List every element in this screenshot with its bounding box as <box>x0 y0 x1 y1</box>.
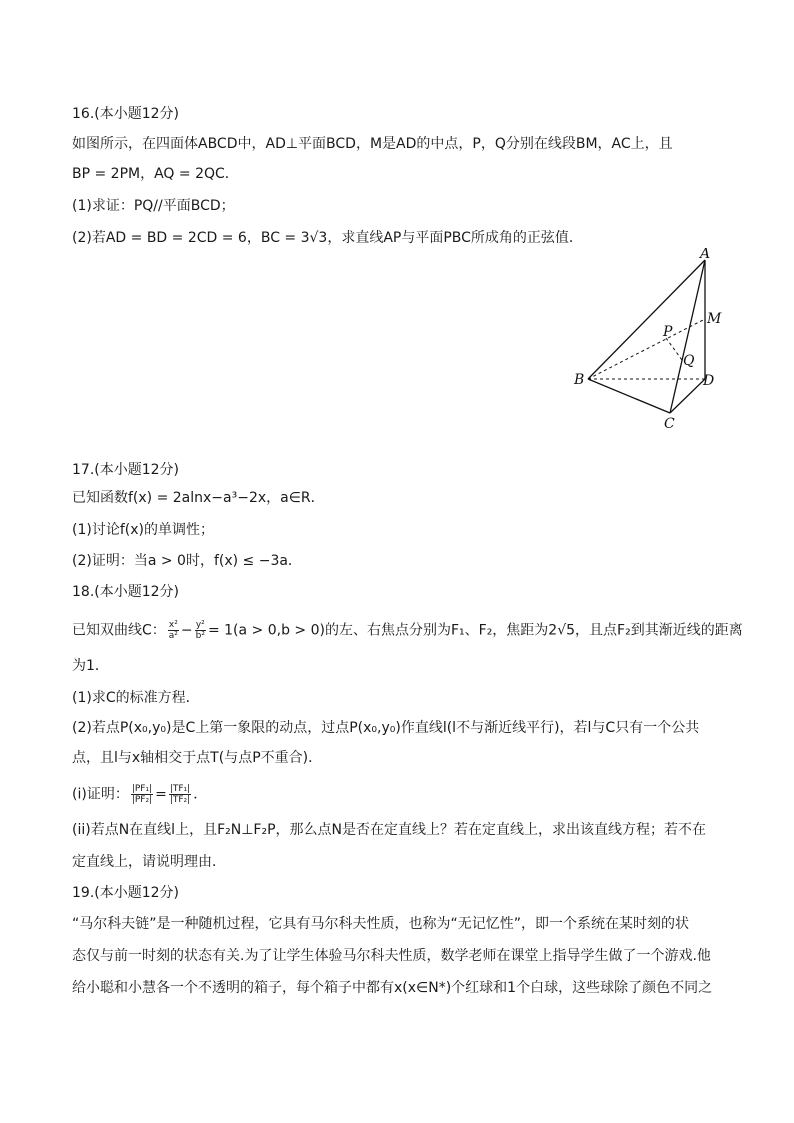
frac-numerator: y² <box>195 620 205 630</box>
problem-16-part1: (1)求证：PQ//平面BCD； <box>72 198 235 214</box>
problem-18-line1-end: = 1(a > 0,b > 0)的左、右焦点分别为F₁、F₂，焦距为2√5，且点F₂到其渐近线的距离 <box>207 622 743 639</box>
frac-denominator: |TF₂| <box>169 795 191 805</box>
fraction-y2-b2 <box>195 620 206 641</box>
minus-sign: − <box>180 622 193 639</box>
segment-bm <box>588 319 705 379</box>
frac-denominator: b² <box>195 631 205 641</box>
problem-16-statement-line1: 如图所示，在四面体ABCD中，AD⊥平面BCD，M是AD的中点，P，Q分别在线段BM，AC上，且 <box>72 136 673 152</box>
equals-sign: = <box>155 786 167 803</box>
problem-16-statement-line2: BP = 2PM，AQ = 2QC． <box>72 166 239 182</box>
label-c: C <box>664 416 675 432</box>
problem-18-part2-line2: 点，且l与x轴相交于点T(与点P不重合)． <box>72 750 323 766</box>
problem-19-header: 19.(本小题12分) <box>72 885 180 901</box>
problem-17-statement: 已知函数f(x) = 2alnx−a³−2x，a∈R． <box>72 490 325 506</box>
subpart-i-label: (i)证明： <box>72 786 129 803</box>
segment-pq <box>666 338 682 360</box>
edge-ac <box>670 260 705 413</box>
fraction-x2-a2 <box>168 620 179 641</box>
tetrahedron-figure <box>560 248 740 438</box>
label-m: M <box>707 311 722 327</box>
problem-19-line2: 态仅与前一时刻的状态有关.为了让学生体验马尔科夫性质，数学老师在课堂上指导学生做了一个游戏.他 <box>72 948 711 964</box>
problem-18-part2-line1: (2)若点P(x₀,y₀)是C上第一象限的动点，过点P(x₀,y₀)作直线l(l不与渐近线平行)，若l与C只有一个公共 <box>72 720 700 736</box>
problem-16-part2: (2)若AD = BD = 2CD = 6，BC = 3√3，求直线AP与平面PBC所成角的正弦值． <box>72 230 583 246</box>
label-d: D <box>703 373 715 389</box>
problem-19-line1: “马尔科夫链”是一种随机过程，它具有马尔科夫性质，也称为“无记忆性”，即一个系统在某时刻的状 <box>72 916 690 932</box>
frac-denominator: |PF₂| <box>131 795 153 805</box>
frac-denominator: a² <box>168 631 178 641</box>
label-a: A <box>700 248 711 262</box>
frac-numerator: x² <box>168 620 178 630</box>
label-b: B <box>574 372 585 388</box>
edge-cd <box>670 379 705 413</box>
problem-18-subpart-ii-line2: 定直线上，请说明理由． <box>72 854 226 870</box>
problem-18-part1: (1)求C的标准方程． <box>72 690 200 706</box>
problem-17-part2: (2)证明：当a > 0时，f(x) ≤ −3a． <box>72 553 302 569</box>
problem-19-line3: 给小聪和小慧各一个不透明的箱子，每个箱子中都有x(x∈N*)个红球和1个白球，这些球除了颜色不同之 <box>72 980 713 996</box>
fraction-pf1-pf2 <box>131 784 153 805</box>
problem-18-statement-line1 <box>72 620 743 641</box>
problem-18-line1-start: 已知双曲线C： <box>72 622 166 639</box>
fraction-tf1-tf2 <box>169 784 191 805</box>
period: ． <box>193 786 208 803</box>
label-p: P <box>663 324 673 340</box>
problem-16-header: 16.(本小题12分) <box>72 106 180 122</box>
problem-18-statement-line2: 为1． <box>72 658 109 674</box>
problem-18-subpart-i <box>72 784 207 805</box>
problem-17-part1: (1)讨论f(x)的单调性； <box>72 522 214 538</box>
frac-numerator: |TF₁| <box>169 784 191 794</box>
edge-bc <box>588 379 670 413</box>
problem-17-header: 17.(本小题12分) <box>72 462 180 478</box>
problem-18-subpart-ii-line1: (ii)若点N在直线l上，且F₂N⊥F₂P，那么点N是否在定直线上？若在定直线上，求出该直线方程；若不在 <box>72 822 706 838</box>
label-q: Q <box>683 353 695 369</box>
problem-18-header: 18.(本小题12分) <box>72 584 180 600</box>
frac-numerator: |PF₁| <box>131 784 153 794</box>
